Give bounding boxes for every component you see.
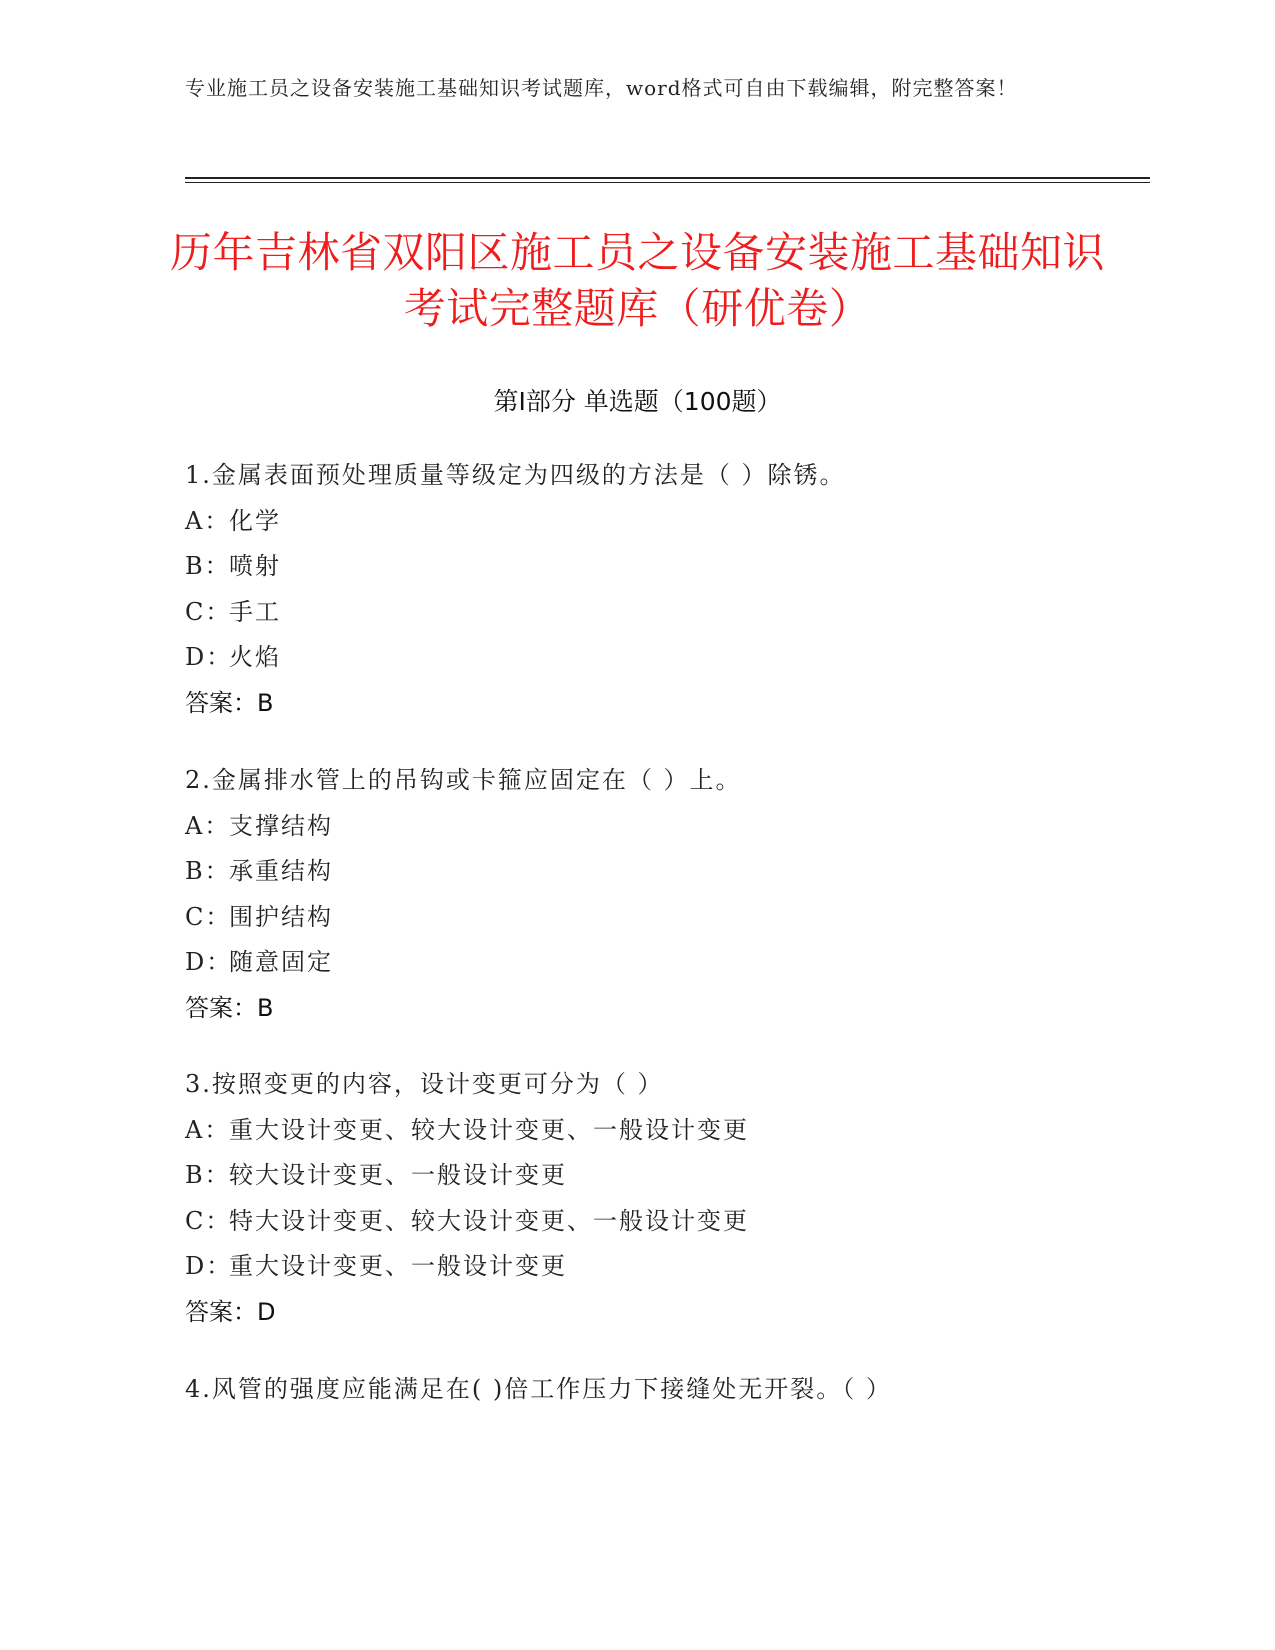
option-key: A： (185, 1115, 231, 1144)
option-text: 喷射 (229, 552, 281, 580)
option-text: 火焰 (229, 643, 281, 671)
option-text: 重大设计变更、一般设计变更 (229, 1252, 567, 1280)
option-key: B： (185, 552, 231, 580)
option-b (185, 1153, 1185, 1199)
question-stem: 3.按照变更的内容，设计变更可分为（ ） (185, 1070, 664, 1098)
option-key: B： (185, 1161, 231, 1189)
option-d (185, 1244, 1185, 1290)
question-stem: 2.金属排水管上的吊钩或卡箍应固定在（ ）上。 (185, 766, 742, 794)
option-text: 随意固定 (229, 948, 333, 976)
question-stem: 4.风管的强度应能满足在( )倍工作压力下接缝处无开裂。（ ） (185, 1375, 892, 1403)
option-text: 特大设计变更、较大设计变更、一般设计变更 (229, 1206, 749, 1235)
document-title: 历年吉林省双阳区施工员之设备安装施工基础知识考试完整题库（研优卷） (169, 228, 1105, 333)
option-b (185, 849, 1185, 895)
option-key: A： (185, 811, 231, 840)
option-a (185, 1108, 1185, 1154)
option-key: A： (185, 506, 231, 535)
section-heading: 第Ⅰ部分 单选题（100题） (493, 387, 782, 416)
option-c (185, 895, 1185, 941)
option-key: D： (185, 948, 233, 976)
option-a (185, 499, 1185, 545)
answer-label: 答案：B (185, 993, 274, 1022)
option-text: 围护结构 (229, 902, 333, 931)
question-stem: 1.金属表面预处理质量等级定为四级的方法是（ ）除锈。 (185, 461, 846, 489)
header-rule-thin (185, 182, 1150, 183)
question-4 (185, 1367, 1185, 1413)
header-rule-thick (185, 177, 1150, 179)
option-text: 承重结构 (229, 857, 333, 885)
option-d (185, 940, 1185, 986)
option-b (185, 544, 1185, 590)
option-key: C： (185, 902, 232, 931)
option-key: C： (185, 1206, 232, 1235)
option-d (185, 635, 1185, 681)
question-1 (185, 453, 1185, 726)
answer-label: 答案：B (185, 688, 274, 717)
option-a (185, 804, 1185, 850)
option-c (185, 590, 1185, 636)
option-key: D： (185, 643, 233, 671)
header-note: 专业施工员之设备安装施工基础知识考试题库，word格式可自由下载编辑，附完整答案！ (185, 76, 1018, 100)
question-3 (185, 1062, 1185, 1335)
option-key: B： (185, 857, 231, 885)
option-text: 重大设计变更、较大设计变更、一般设计变更 (229, 1115, 749, 1144)
option-text: 化学 (229, 506, 281, 535)
option-key: D： (185, 1252, 233, 1280)
option-text: 较大设计变更、一般设计变更 (229, 1161, 567, 1189)
question-2 (185, 758, 1185, 1031)
option-text: 手工 (229, 597, 281, 626)
option-c (185, 1199, 1185, 1245)
answer-label: 答案：D (185, 1297, 276, 1326)
option-key: C： (185, 597, 232, 626)
option-text: 支撑结构 (229, 811, 333, 840)
